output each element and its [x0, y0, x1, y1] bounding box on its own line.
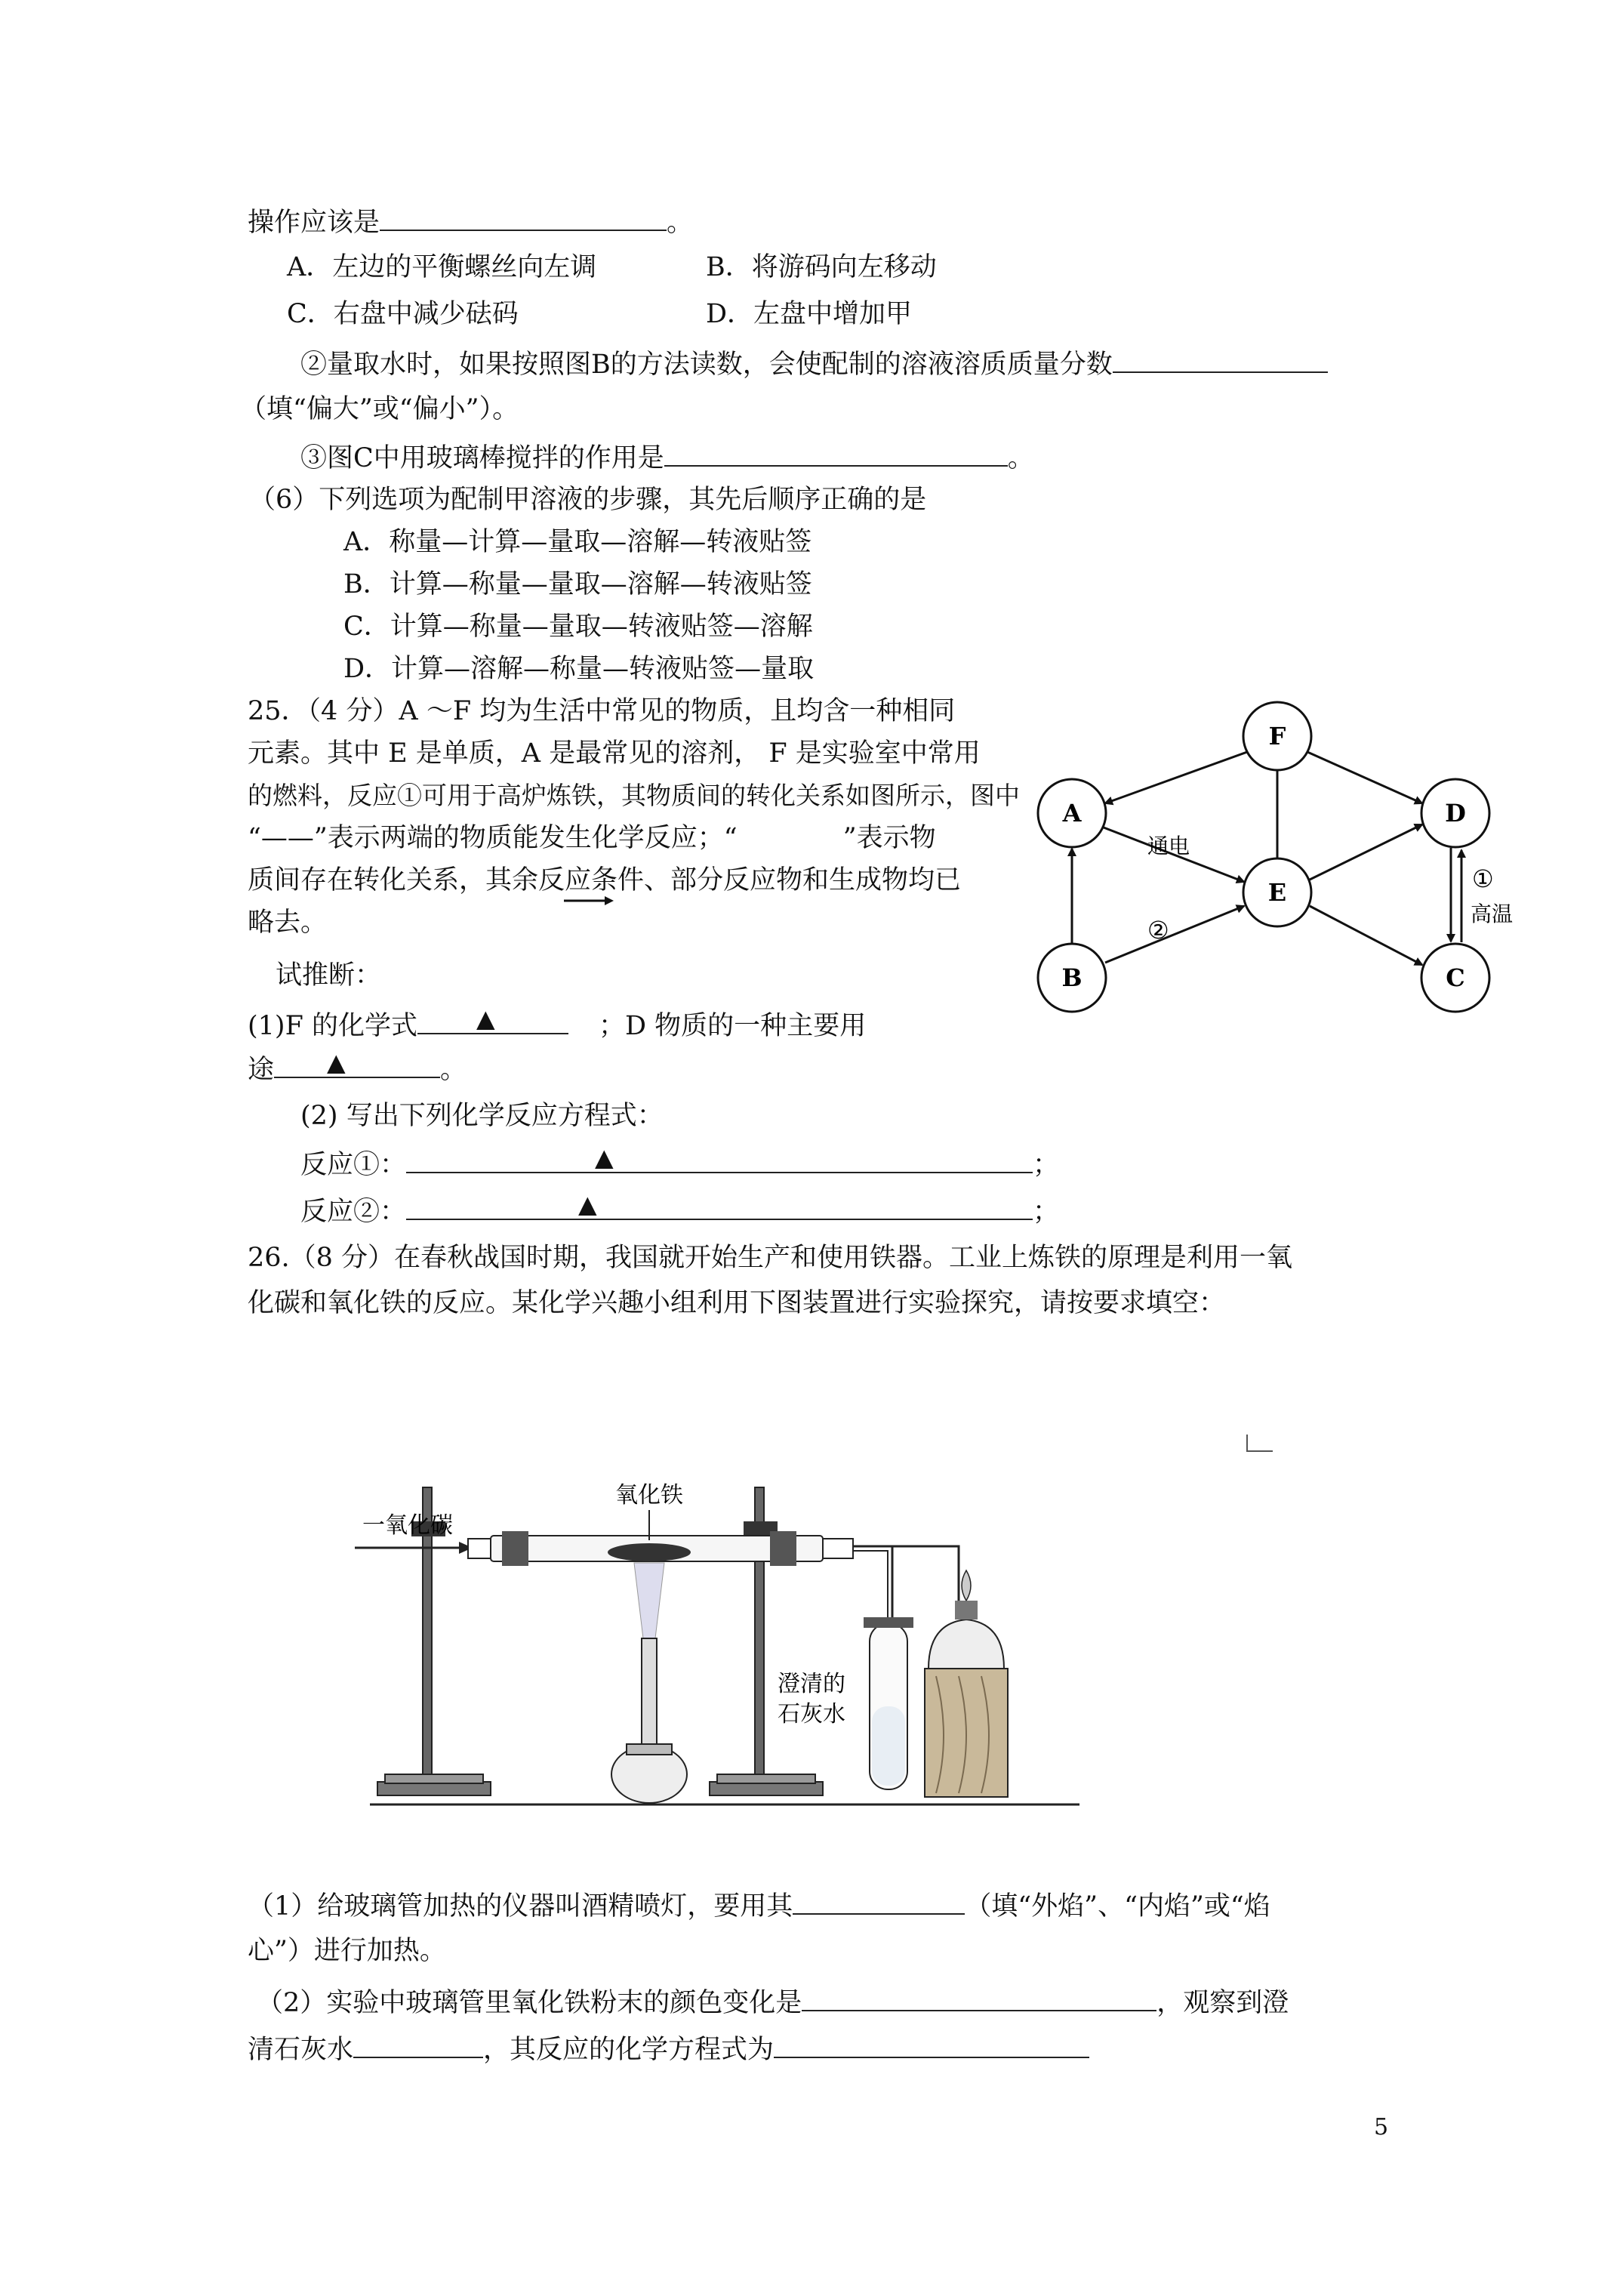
option-d: D．左盘中增加甲 — [706, 299, 913, 329]
edge-E-D — [1310, 824, 1422, 880]
answer-blank[interactable]: ▲ — [417, 1007, 568, 1034]
conversion-diagram — [1034, 695, 1548, 1027]
edge-E-C — [1310, 906, 1422, 965]
answer-blank[interactable] — [664, 439, 1008, 467]
text-line: （填“偏大”或“偏小”）。 — [240, 394, 519, 424]
text-line: ②量取水时，如果按照图B的方法读数，会使配制的溶液溶质质量分数 — [300, 346, 1328, 381]
q25-sub1: (1)F 的化学式 ▲ ；D 物质的一种主要用 — [248, 1004, 867, 1041]
arrow-legend-icon — [562, 893, 615, 908]
answer-blank[interactable] — [1113, 346, 1328, 373]
node-B — [1038, 944, 1106, 1012]
label-reaction-1: ① — [1472, 864, 1494, 893]
node-C — [1421, 944, 1489, 1012]
label-reaction-2: ② — [1147, 916, 1169, 945]
node-A — [1038, 779, 1106, 847]
q26-sub2: （2）实验中玻璃管里氧化铁粉末的颜色变化是 ，观察到澄 — [257, 1984, 1289, 2020]
co-label: 一氧化碳 — [362, 1512, 453, 1539]
option-6d: D．计算—溶解—称量—转液贴签—量取 — [343, 654, 815, 684]
option-6b: B．计算—称量—量取—溶解—转液贴签 — [343, 569, 812, 599]
svg-text:E: E — [1267, 878, 1287, 907]
edge-F-A — [1105, 752, 1247, 803]
option-c: C．右盘中减少砝码 — [287, 299, 519, 329]
iron-oxide-powder — [608, 1543, 691, 1561]
option-6c: C．计算—称量—量取—转液贴签—溶解 — [343, 612, 813, 642]
label-electrolysis: 通电 — [1147, 834, 1190, 858]
option-a: A．左边的平衡螺丝向左调 — [287, 252, 597, 282]
q25-sub1b: 途 ▲ 。 — [248, 1048, 467, 1085]
edge-B-E — [1105, 906, 1244, 963]
corner-mark — [1246, 1433, 1276, 1456]
q25-line: 质间存在转化关系，其余反应条件、部分反应物和生成物均已 — [248, 865, 962, 895]
answer-blank[interactable] — [802, 1984, 1156, 2011]
infer-label: 试推断： — [276, 960, 382, 991]
reaction-1-line: 反应①： ▲ ； — [300, 1143, 1060, 1180]
reaction-2-line: 反应②： ▲ ； — [300, 1190, 1060, 1227]
text-line: ③图C中用玻璃棒搅拌的作用是 。 — [300, 439, 1034, 475]
q25-line: 25．（4 分）A ～F 均为生活中常见的物质，且均含一种相同 — [248, 696, 956, 726]
alcohol-lamp — [925, 1570, 1008, 1797]
iron-stand-right — [710, 1487, 823, 1795]
question-6: （6）下列选项为配制甲溶液的步骤，其先后顺序正确的是 — [249, 485, 927, 515]
answer-blank[interactable]: ▲ — [274, 1051, 440, 1078]
q25-line: 元素。其中 E 是单质，A 是最常见的溶剂， F 是实验室中常用 — [248, 738, 981, 769]
q26-line: 26.（8 分）在春秋战国时期，我国就开始生产和使用铁器。工业上炼铁的原理是利用一氧 — [248, 1243, 1293, 1273]
node-F — [1243, 702, 1311, 770]
svg-text:A: A — [1062, 799, 1082, 827]
option-6a: A．称量—计算—量取—溶解—转液贴签 — [343, 527, 812, 557]
limewater-label-2: 石灰水 — [778, 1701, 845, 1727]
q26-sub2b: 清石灰水 ，其反应的化学方程式为 — [248, 2031, 1089, 2066]
svg-text:C: C — [1446, 963, 1465, 992]
answer-blank[interactable]: ▲ — [406, 1193, 1033, 1220]
q25-sub2: (2) 写出下列化学反应方程式： — [300, 1101, 664, 1131]
node-E — [1243, 858, 1311, 926]
limewater-label-1: 澄清的 — [778, 1671, 845, 1697]
fe2o3-label: 氧化铁 — [615, 1482, 683, 1509]
q25-line: 略去。 — [248, 908, 328, 938]
text-line: 操作应该是 。 — [248, 204, 693, 239]
q25-line: 的燃料，反应①可用于高炉炼铁，其物质间的转化关系如图所示，图中 — [248, 781, 1020, 810]
answer-blank[interactable] — [353, 2031, 483, 2058]
svg-text:F: F — [1268, 722, 1286, 750]
alcohol-spray-lamp — [611, 1563, 687, 1803]
answer-blank[interactable] — [774, 2031, 1089, 2058]
edge-F-D — [1307, 752, 1422, 803]
answer-blank[interactable] — [380, 204, 667, 231]
q26-sub1: （1）给玻璃管加热的仪器叫酒精喷灯，要用其 （填“外焰”、“内焰”或“焰 — [248, 1888, 1270, 1923]
svg-text:B: B — [1061, 963, 1083, 992]
q25-line: “——”表示两端的物质能发生化学反应；“ ”表示物 — [248, 823, 936, 853]
page-number: 5 — [1374, 2114, 1389, 2140]
q26-line: 化碳和氧化铁的反应。某化学兴趣小组利用下图装置进行实验探究，请按要求填空： — [248, 1288, 1226, 1318]
test-tube-limewater — [864, 1617, 913, 1789]
option-b: B．将游码向左移动 — [706, 252, 937, 282]
answer-blank[interactable] — [793, 1888, 965, 1915]
answer-blank[interactable]: ▲ — [406, 1146, 1033, 1173]
node-D — [1421, 779, 1489, 847]
apparatus-diagram — [355, 1450, 1110, 1827]
svg-text:D: D — [1445, 799, 1466, 827]
q26-sub1b: 心”）进行加热。 — [248, 1936, 446, 1966]
label-high-temp: 高温 — [1471, 901, 1514, 926]
